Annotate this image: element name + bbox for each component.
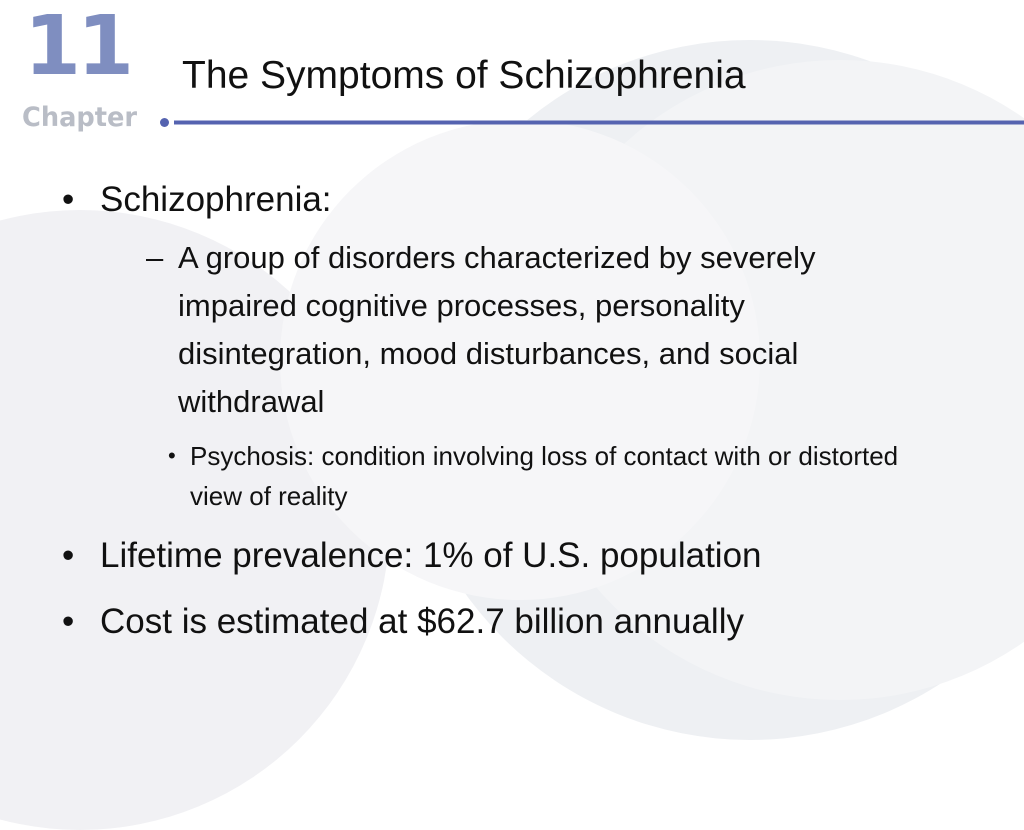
slide-title: The Symptoms of Schizophrenia <box>182 54 746 97</box>
chapter-number: 11 <box>24 0 131 94</box>
bullet-item <box>62 600 962 644</box>
dash-icon: – <box>146 240 164 275</box>
bullet-text: Schizophrenia: <box>100 180 332 219</box>
bullet-text: Cost is estimated at $62.7 billion annually <box>100 602 744 641</box>
bullet-text: Lifetime prevalence: 1% of U.S. population <box>100 536 762 575</box>
bullet-icon: • <box>62 536 75 575</box>
bullet-icon: • <box>62 180 75 219</box>
chapter-label: Chapter <box>22 102 138 133</box>
sub-bullet-item <box>146 234 938 426</box>
bullet-item <box>62 178 962 222</box>
slide-content <box>62 178 962 644</box>
bullet-icon: • <box>168 443 176 468</box>
bullet-icon: • <box>62 602 75 641</box>
sub-sub-bullet-item <box>168 436 920 516</box>
sub-bullet-text: A group of disorders characterized by severely impaired cognitive processes, personality disintegration, mood disturbances, and social withdrawal <box>178 240 816 419</box>
bullet-item <box>62 534 962 578</box>
sub-sub-bullet-text: Psychosis: condition involving loss of contact with or distorted view of reality <box>190 441 899 511</box>
title-underline <box>160 118 1024 127</box>
